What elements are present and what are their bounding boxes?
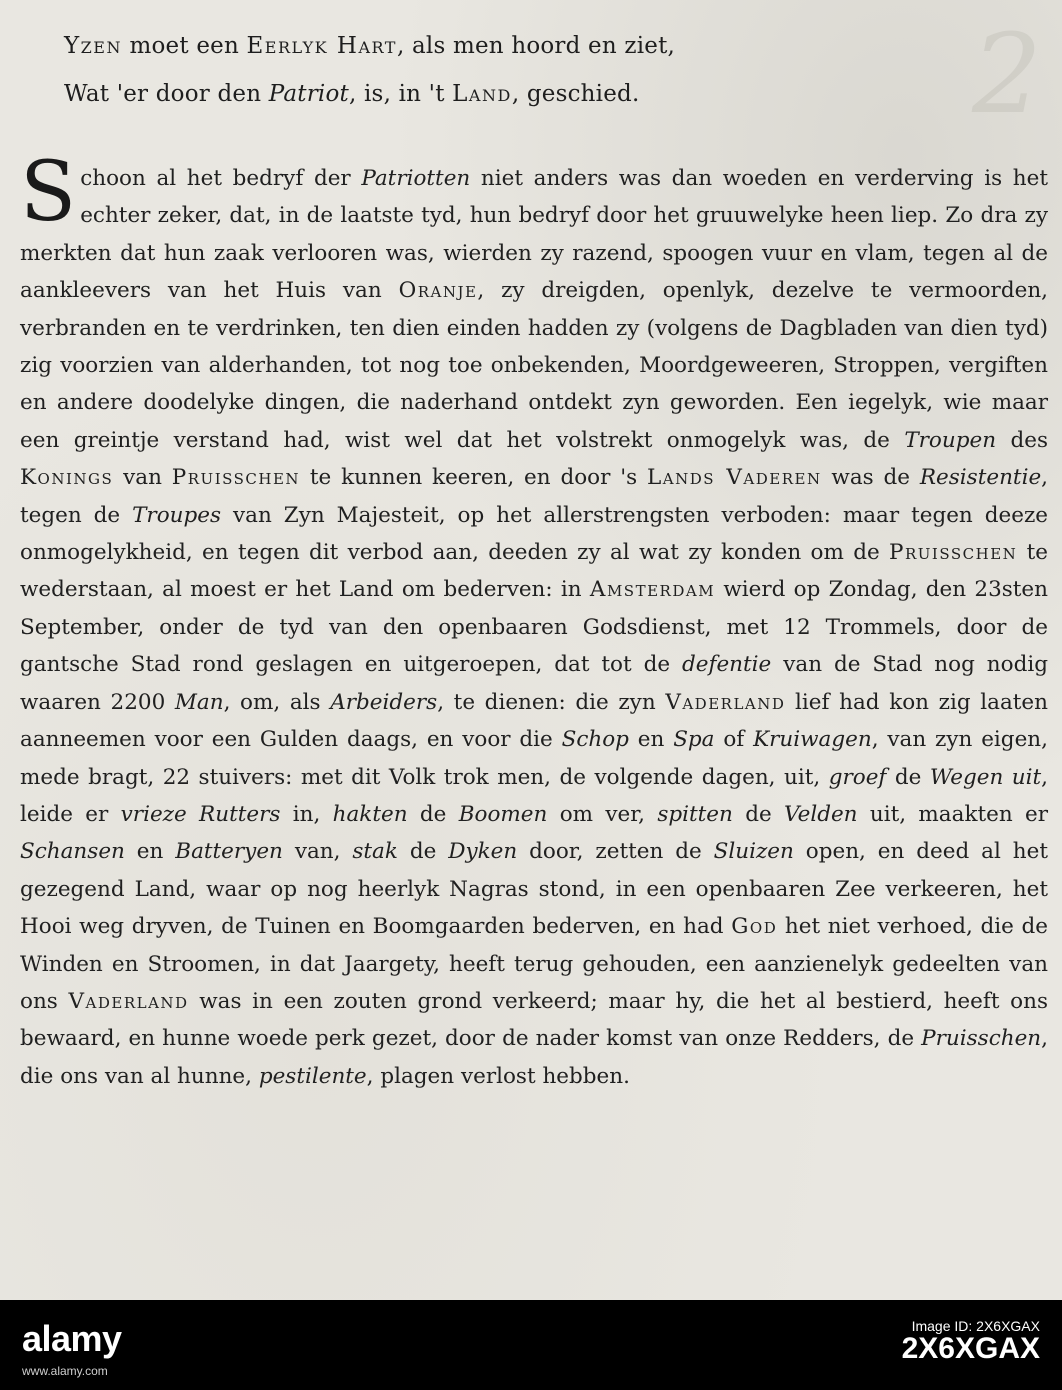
text-run: te kunnen keeren, en door 's bbox=[300, 465, 648, 491]
verse-text: Wat 'er door den bbox=[64, 81, 269, 107]
text-run: was de bbox=[821, 465, 920, 491]
italic-run: Schop bbox=[561, 727, 629, 753]
text-run: niet anders was dan woeden en verderving is het echter zeker, dat, in de laatste tyd, hun bedryf door het gruuwelyke heen liep. Zo dra zy merkten dat hun zaak verlooren was, wierden zy razend, spoogen vuur en vlam, tegen al de aankleevers van het Huis van bbox=[20, 166, 1048, 304]
text-run: de bbox=[732, 801, 785, 827]
verse-text: moet een bbox=[121, 33, 247, 59]
verse-heading bbox=[64, 22, 675, 118]
text-run: het niet verhoed, die de Winden en Stroomen, in dat Jaargety, heeft terug gehouden, een aanzienelyk gedeelten van ons bbox=[20, 914, 1048, 1014]
image-id-block bbox=[902, 1318, 1040, 1364]
italic-run: Spa bbox=[673, 727, 715, 753]
text-run: van, bbox=[282, 839, 353, 865]
italic-run: Man bbox=[174, 689, 224, 715]
italic-run: Troupes bbox=[132, 502, 222, 528]
smallcaps-run: Pruisschen bbox=[171, 465, 301, 491]
text-run: door, zetten de bbox=[517, 839, 714, 865]
italic-run: vrieze Rutters bbox=[120, 801, 281, 827]
text-run: lief had kon zig laaten aanneemen voor een Gulden daags, en voor die bbox=[20, 689, 1048, 753]
italic-run: Arbeiders bbox=[330, 689, 438, 715]
text-run: om ver, bbox=[547, 801, 658, 827]
italic-run: Troupen bbox=[904, 427, 997, 453]
text-run: , om, als bbox=[223, 689, 331, 715]
smallcaps-run: Vaderland bbox=[68, 988, 189, 1014]
italic-run: Sluizen bbox=[713, 839, 794, 865]
verse-line-2 bbox=[64, 70, 675, 118]
verse-line-1 bbox=[64, 22, 675, 70]
smallcaps-run: God bbox=[731, 914, 778, 940]
text-run: van de Stad nog nodig waaren 2200 bbox=[20, 652, 1048, 715]
italic-run: Kruiwagen bbox=[753, 727, 872, 753]
text-run: de bbox=[397, 839, 449, 865]
drop-cap: S bbox=[20, 145, 77, 240]
italic-run: Pruisschen bbox=[921, 1026, 1042, 1052]
smallcaps-run: Konings bbox=[20, 465, 114, 491]
smallcaps-run: Pruisschen bbox=[889, 540, 1018, 566]
verse-smallcaps: Eerlyk Hart bbox=[246, 33, 397, 59]
text-run: open, en deed al het gezegend Land, waar op nog heerlyk Nagras stond, in een openbaaren Zee verkeeren, het Hooi weg dryven, de Tuinen en Boomgaarden bederven, en had bbox=[20, 839, 1048, 940]
italic-run: spitten bbox=[657, 801, 733, 827]
text-run: van bbox=[113, 465, 172, 491]
body-paragraph bbox=[20, 145, 1049, 1095]
verse-text: , geschied. bbox=[511, 81, 640, 107]
verse-word: Yzen bbox=[64, 33, 122, 59]
italic-run: Batteryen bbox=[175, 839, 283, 865]
text-run: , die ons van al hunne, bbox=[20, 1026, 1048, 1089]
text-run: van Zyn Majesteit, op het allerstrengsten verboden: maar tegen deeze onmogelykheid, en tegen dit verbod aan, deeden zy al wat zy konden om de bbox=[20, 502, 1048, 566]
text-run: te wederstaan, al moest er het Land om bederven: in bbox=[20, 540, 1048, 603]
smallcaps-run: Amsterdam bbox=[589, 577, 716, 603]
italic-run: Schansen bbox=[20, 839, 125, 865]
image-id-code: 2X6XGAX bbox=[901, 1332, 1040, 1365]
smallcaps-run: Lands Vaderen bbox=[647, 465, 822, 491]
verse-italic: Patriot bbox=[268, 81, 349, 107]
text-run: en bbox=[628, 727, 674, 753]
text-run: , zy dreigden, openlyk, dezelve te vermoorden, verbranden en te verdrinken, ten dien einden hadden zy (volgens de Dagbladen van dien tyd) zig voorzien van alderhanden, tot nog toe onbekenden, Moordgeweeren, Stroppen, vergiften en andere doodelyke dingen, die naderhand ontdekt zyn geworden. Een iegelyk, wie maar een greintje verstand had, wist wel dat het volstrekt onmogelyk was, de bbox=[20, 278, 1049, 453]
text-run: , plagen verlost hebben. bbox=[366, 1063, 630, 1089]
text-run: was in een zouten grond verkeerd; maar hy, die het al bestierd, heeft ons bewaard, en hunne woede perk gezet, door de nader komst van onze Redders, de bbox=[20, 988, 1048, 1052]
italic-run: Resistentie bbox=[919, 465, 1042, 491]
text-run: , van zyn eigen, mede bragt, 22 stuivers: met dit Volk trok men, de volgende dagen, uit, bbox=[20, 727, 1048, 790]
italic-run: Wegen uit bbox=[929, 764, 1042, 790]
text-run: , te dienen: die zyn bbox=[437, 689, 666, 715]
text-run: des bbox=[996, 427, 1049, 453]
italic-run: hakten bbox=[332, 801, 408, 827]
text-run: in, bbox=[280, 801, 333, 827]
italic-run: stak bbox=[352, 839, 398, 865]
italic-run: pestilente bbox=[258, 1063, 367, 1089]
italic-run: Boomen bbox=[458, 801, 548, 827]
verse-text: , als men hoord en ziet, bbox=[396, 33, 676, 59]
stock-footer bbox=[0, 1300, 1062, 1390]
background-bleedthrough: 2 bbox=[972, 10, 1042, 138]
smallcaps-run: Oranje bbox=[398, 278, 478, 304]
verse-text: , is, in 't bbox=[348, 81, 453, 107]
italic-run: groef bbox=[828, 764, 887, 790]
image-id-label: Image ID: 2X6XGAX bbox=[911, 1318, 1040, 1334]
text-run: en bbox=[124, 839, 176, 865]
verse-smallcaps: Land bbox=[452, 81, 512, 107]
text-run: de bbox=[886, 764, 930, 790]
text-run: , leide er bbox=[20, 764, 1048, 827]
text-run: of bbox=[714, 727, 754, 753]
text-run: choon al het bedryf der bbox=[80, 166, 362, 191]
stock-url: www.alamy.com bbox=[22, 1364, 108, 1378]
alamy-logo: alamy bbox=[22, 1318, 122, 1359]
italic-run: Patriotten bbox=[361, 166, 471, 191]
text-run: , tegen de bbox=[20, 465, 1049, 528]
text-run: uit, maakten er bbox=[857, 801, 1049, 827]
text-run: wierd op Zondag, den 23sten September, onder de tyd van den openbaaren Godsdienst, met 12 Trommels, door de gantsche Stad rond geslagen en uitgeroepen, dat tot de bbox=[20, 577, 1049, 678]
italic-run: Velden bbox=[784, 801, 858, 827]
text-run: de bbox=[407, 801, 459, 827]
italic-run: defentie bbox=[682, 652, 772, 678]
smallcaps-run: Vaderland bbox=[665, 689, 786, 715]
italic-run: Dyken bbox=[448, 839, 518, 865]
